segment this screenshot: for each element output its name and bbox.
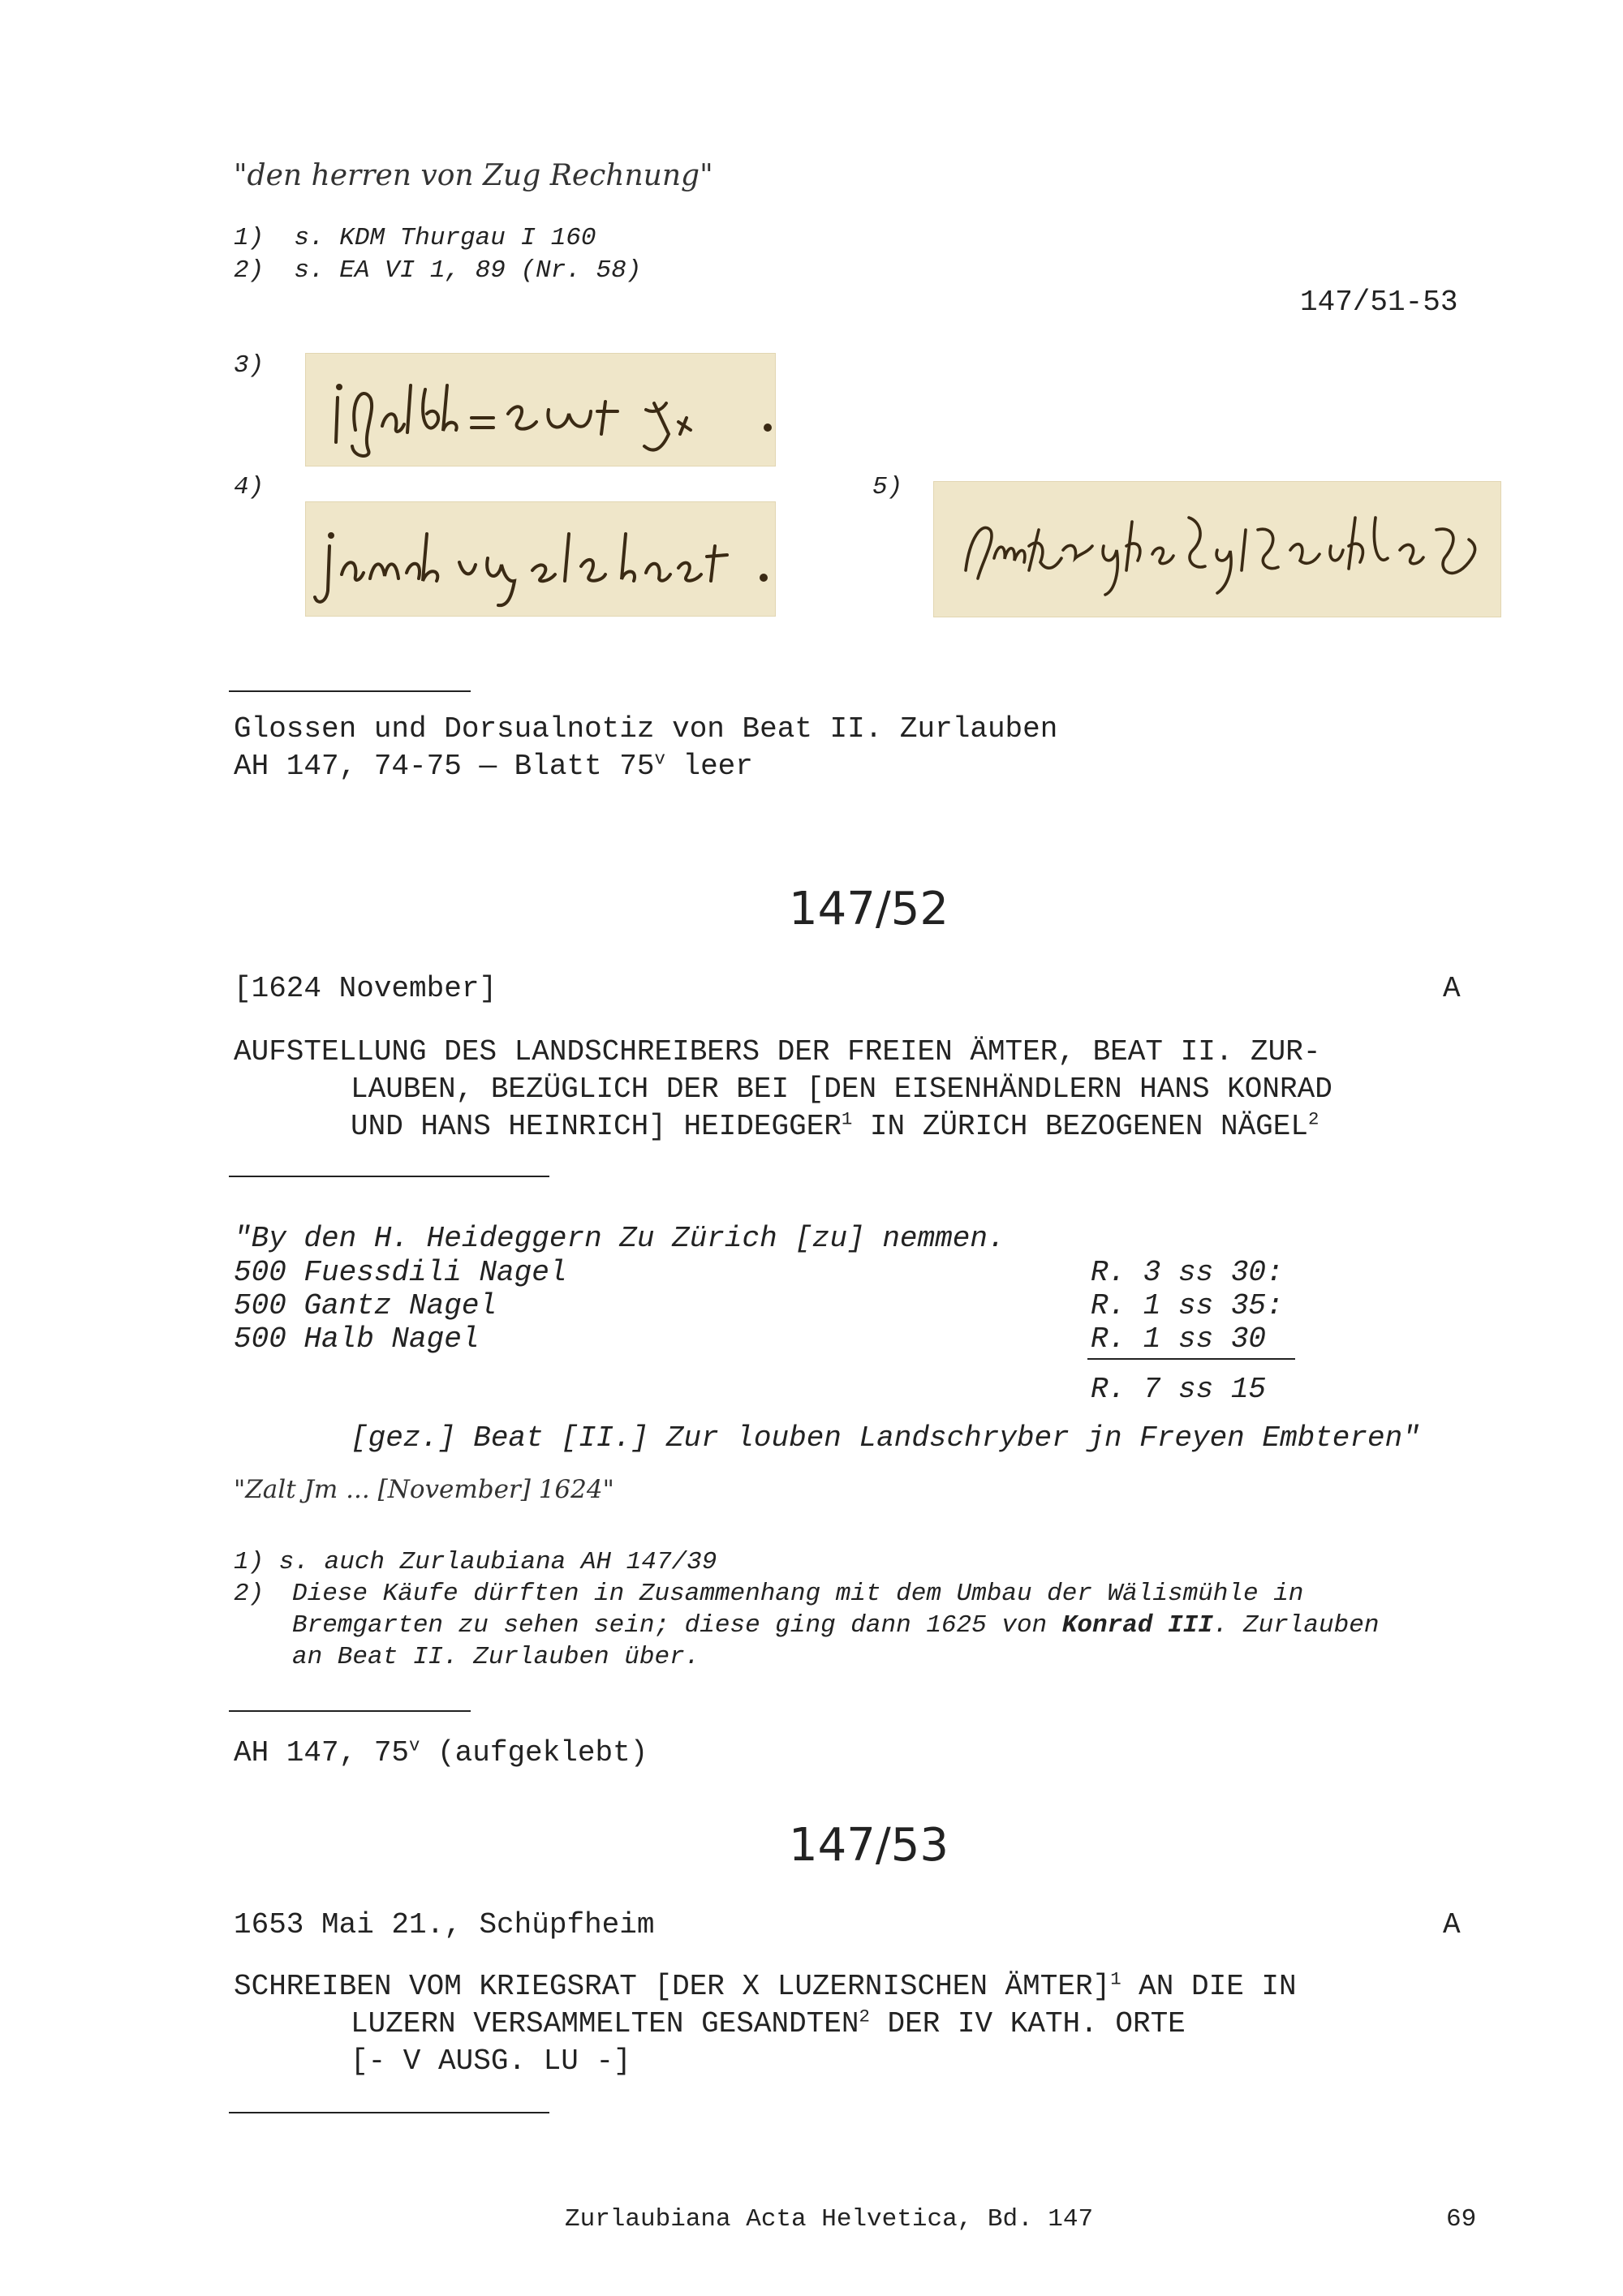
item-amount: R. 3 ss 30:	[1091, 1256, 1284, 1289]
entry-title-line	[351, 2007, 1186, 2040]
payment-note: "Zalt Jm ... [November] 1624"	[234, 1475, 614, 1504]
entry-number: 147/53	[789, 1819, 949, 1872]
signature-line: [gez.] Beat [II.] Zur louben Landschryber jn Freyen Embteren"	[351, 1421, 1420, 1455]
item-label: 500 Gantz Nagel	[234, 1289, 497, 1322]
footnote-1	[234, 224, 596, 252]
footnote-marker: 2	[859, 2006, 870, 2027]
entry-title-line: LAUBEN, BEZÜGLICH DER BEI [DEN EISENHÄNDLERN HANS KONRAD	[351, 1073, 1332, 1106]
entry-title-line	[351, 1110, 1319, 1143]
footnote-text: Bremgarten zu sehen sein; diese ging dann 1625 von	[292, 1611, 1062, 1640]
divider	[229, 2112, 549, 2113]
footnote-text: s. KDM Thurgau I 160	[294, 224, 596, 252]
image-label-4: 4)	[234, 473, 265, 501]
entry-title-line: [- V AUSG. LU -]	[351, 2044, 631, 2078]
divider	[229, 1176, 549, 1177]
title-text: UND HANS HEINRICH] HEIDEGGER	[351, 1110, 842, 1143]
source-reference-text: AH 147, 74-75 — Blatt 75	[234, 750, 655, 783]
handwriting-image-4	[305, 501, 776, 617]
title-text: IN ZÜRICH BEZOGENEN NÄGEL	[852, 1110, 1308, 1143]
source-reference	[234, 1736, 648, 1769]
item-amount: R. 1 ss 35:	[1091, 1289, 1284, 1322]
superscript: v	[409, 1735, 420, 1756]
item-label: 500 Fuessdili Nagel	[234, 1256, 567, 1289]
footnote-2-text: Diese Käufe dürften in Zusammenhang mit dem Umbau der Wälismühle in	[292, 1580, 1304, 1608]
entry-title-line	[234, 1970, 1297, 2003]
total-amount: R. 7 ss 15	[1091, 1373, 1267, 1406]
source-reference-suffix: (aufgeklebt)	[420, 1736, 648, 1769]
source-reference-text: AH 147, 75	[234, 1736, 410, 1769]
title-text: LUZERN VERSAMMELTEN GESANDTEN	[351, 2007, 859, 2040]
title-text: AN DIE IN	[1121, 1970, 1297, 2003]
footnote-2-text: an Beat II. Zurlauben über.	[292, 1643, 700, 1671]
footnote-2-text	[292, 1611, 1379, 1640]
footnote-1: 1) s. auch Zurlaubiana AH 147/39	[234, 1548, 717, 1576]
title-text: DER IV KATH. ORTE	[869, 2007, 1186, 2040]
image-label-3: 3)	[234, 351, 265, 380]
footnote-2	[234, 256, 641, 285]
page-reference: 147/51-53	[1300, 286, 1458, 319]
transcription-quote: "den herren von Zug Rechnung"	[234, 159, 713, 192]
footnote-marker: 2	[1308, 1108, 1319, 1130]
footnote-marker: 1	[841, 1108, 853, 1130]
item-label: 500 Halb Nagel	[234, 1322, 480, 1356]
source-note: Glossen und Dorsualnotiz von Beat II. Zurlauben	[234, 712, 1058, 746]
handwriting-image-3	[305, 353, 776, 467]
footnote-2-number: 2)	[234, 1580, 265, 1608]
handwriting-image-5	[933, 481, 1501, 617]
divider	[229, 1710, 471, 1712]
entry-date: 1653 Mai 21., Schüpfheim	[234, 1908, 655, 1941]
item-amount: R. 1 ss 30	[1091, 1322, 1267, 1356]
entry-number: 147/52	[789, 883, 949, 935]
footnote-text: . Zurlauben	[1212, 1611, 1380, 1640]
title-text: SCHREIBEN VOM KRIEGSRAT [DER X LUZERNISCHEN ÄMTER]	[234, 1970, 1111, 2003]
footnote-marker: 1	[1110, 1968, 1121, 1990]
sum-line	[1087, 1358, 1295, 1360]
entry-type-letter: A	[1443, 972, 1461, 1005]
entry-title-line: AUFSTELLUNG DES LANDSCHREIBERS DER FREIEN ÄMTER, BEAT II. ZUR-	[234, 1035, 1321, 1068]
footnote-text: s. EA VI 1, 89 (Nr. 58)	[294, 256, 642, 285]
image-label-5: 5)	[872, 473, 903, 501]
entry-date: [1624 November]	[234, 972, 497, 1005]
divider	[229, 690, 471, 692]
superscript: v	[654, 748, 665, 770]
footnote-number: 2)	[234, 256, 265, 285]
page-number: 69	[1446, 2205, 1477, 2234]
source-reference-suffix: leer	[665, 750, 753, 783]
footnote-number: 1)	[234, 224, 265, 252]
entry-type-letter: A	[1443, 1908, 1461, 1941]
source-reference	[234, 750, 753, 783]
footer-title: Zurlaubiana Acta Helvetica, Bd. 147	[565, 2205, 1094, 2234]
transcription-intro: "By den H. Heideggern Zu Zürich [zu] nemmen.	[234, 1222, 1005, 1255]
footnote-bold-name: Konrad III	[1061, 1611, 1213, 1640]
